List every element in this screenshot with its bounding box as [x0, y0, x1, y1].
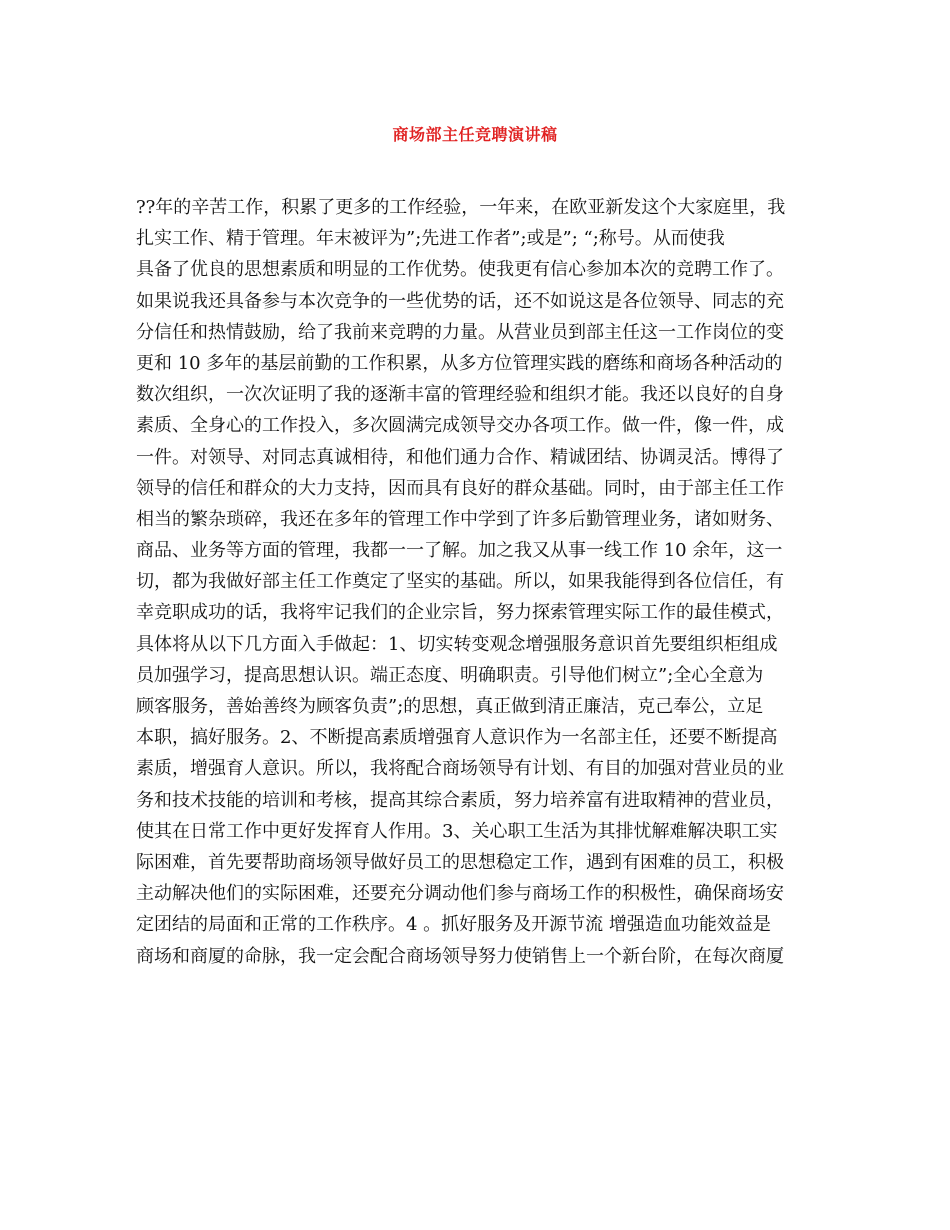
body-line: 素质、全身心的工作投入，多次圆满完成领导交办各项工作。做一件，像一件，成	[136, 415, 784, 437]
body-line: 一件。对领导、对同志真诚相待，和他们通力合作、精诚团结、协调灵活。博得了	[136, 446, 784, 468]
body-line: 相当的繁杂琐碎，我还在多年的管理工作中学到了许多后勤管理业务，诸如财务、	[136, 508, 784, 530]
body-line: 具体将从以下几方面入手做起：1、切实转变观念增强服务意识首先要组织柜组成	[136, 633, 778, 655]
document-title: 商场部主任竞聘演讲稿	[392, 125, 558, 144]
body-line: 数次组织，一次次证明了我的逐渐丰富的管理经验和组织才能。我还以良好的自身	[136, 384, 784, 406]
body-line: 分信任和热情鼓励，给了我前来竞聘的力量。从营业员到部主任这一工作岗位的变	[136, 321, 784, 343]
body-line: 扎实工作、精于管理。年末被评为”;先进工作者”;或是”; “;称号。从而使我	[136, 228, 725, 250]
body-line: 幸竞职成功的话，我将牢记我们的企业宗旨，努力探索管理实际工作的最佳模式，	[136, 602, 784, 624]
body-line: 定团结的局面和正常的工作秩序。4 。抓好服务及开源节流 增强造血功能效益是	[136, 914, 771, 936]
body-line: 更和 10 多年的基层前勤的工作积累，从多方位管理实践的磨练和商场各种活动的	[136, 352, 783, 374]
body-line: 具备了优良的思想素质和明显的工作优势。使我更有信心参加本次的竞聘工作了。	[136, 259, 784, 281]
document-body	[136, 192, 826, 972]
body-line: 商场和商厦的命脉，我一定会配合商场领导努力使销售上一个新台阶，在每次商厦	[136, 945, 784, 967]
body-line: 领导的信任和群众的大力支持，因而具有良好的群众基础。同时，由于部主任工作	[136, 477, 784, 499]
body-line: ??年的辛苦工作，积累了更多的工作经验，一年来，在欧亚新发这个大家庭里，我	[136, 197, 786, 218]
body-line: 素质，增强育人意识。所以，我将配合商场领导有计划、有目的加强对营业员的业	[136, 758, 784, 780]
body-line: 使其在日常工作中更好发挥育人作用。3、关心职工生活为其排忧解难解决职工实	[136, 820, 778, 842]
body-line: 本职，搞好服务。2、不断提高素质增强育人意识作为一名部主任，还要不断提高	[136, 727, 778, 749]
body-line: 员加强学习，提高思想认识。端正态度、明确职责。引导他们树立”;全心全意为	[136, 664, 764, 686]
body-line: 切，都为我做好部主任工作奠定了坚实的基础。所以，如果我能得到各位信任，有	[136, 571, 784, 593]
body-line: 务和技术技能的培训和考核，提高其综合素质，努力培养富有进取精神的营业员，	[136, 789, 784, 811]
body-line: 主动解决他们的实际困难，还要充分调动他们参与商场工作的积极性，确保商场安	[136, 883, 784, 905]
body-line: 顾客服务，善始善终为顾客负责”;的思想，真正做到清正廉洁，克己奉公，立足	[136, 696, 764, 717]
body-line: 如果说我还具备参与本次竞争的一些优势的话，还不如说这是各位领导、同志的充	[136, 290, 784, 312]
body-line: 际困难，首先要帮助商场领导做好员工的思想稳定工作，遇到有困难的员工，积极	[136, 851, 784, 873]
body-line: 商品、业务等方面的管理，我都一一了解。加之我又从事一线工作 10 余年，这一	[136, 540, 783, 562]
